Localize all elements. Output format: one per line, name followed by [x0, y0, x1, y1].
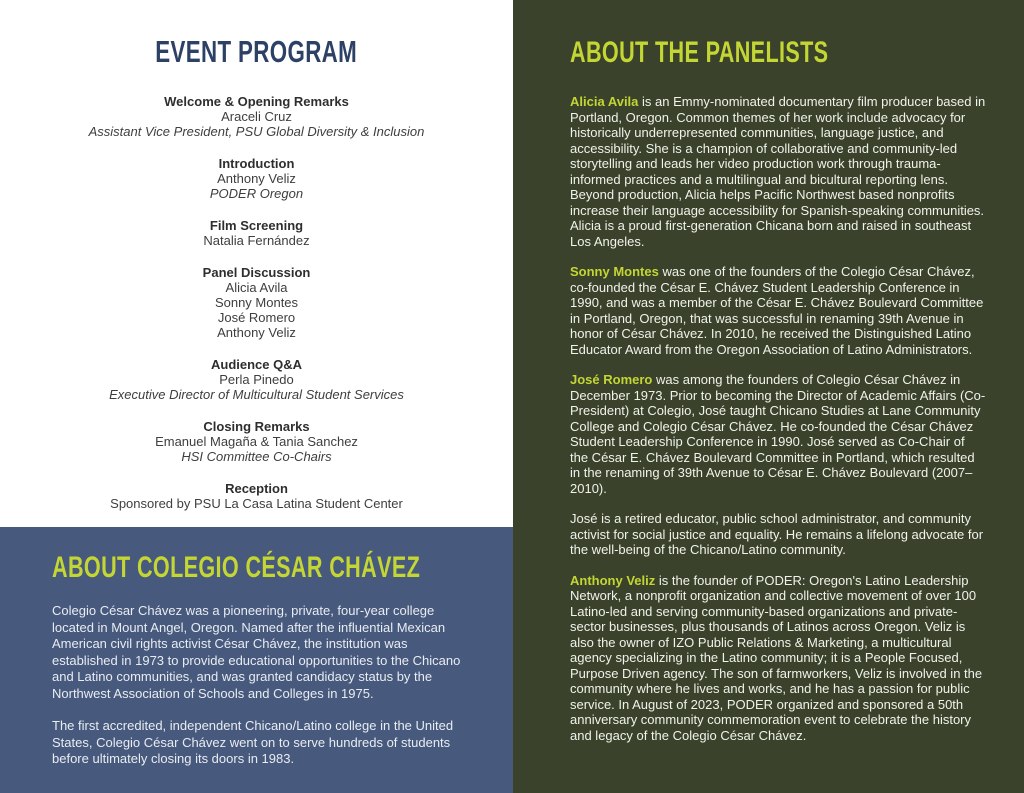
panelists-title: ABOUT THE PANELISTS [570, 36, 829, 69]
program-line: Anthony Veliz [217, 171, 296, 186]
program-item-lines [0, 171, 513, 186]
program-line: Perla Pinedo [219, 372, 294, 387]
program-item-lines [0, 280, 513, 340]
panelists-paragraphs [570, 94, 986, 743]
panelist-paragraph [570, 94, 986, 249]
panelist-text: was among the founders of Colegio César Chávez in December 1973. Prior to becoming the Director of Academic Affairs (Co-President) at Colegio, José taught Chicano Studies at Lane Community College and Colegio César Chávez. He co-founded the César Chávez Student Leadership Conference in 1990. José served as Co-Chair of the César E. Chávez Boulevard Committee in Portland, which resulted in the renaming of 39th Avenue to César E. Chávez Boulevard (2007–2010). [570, 372, 986, 496]
about-college-paragraph: The first accredited, independent Chicano/Latino college in the United States, Colegio César Chávez went on to serve hundreds of students before ultimately closing its doors in 1983. [52, 718, 454, 766]
program-item-title: Panel Discussion [202, 265, 311, 280]
panelist-paragraph [570, 573, 986, 744]
program-line: Emanuel Magaña & Tania Sanchez [155, 434, 358, 449]
program-item [0, 218, 513, 248]
program-item-subtitle: HSI Committee Co-Chairs [181, 449, 332, 464]
program-line: Sonny Montes [214, 295, 299, 310]
panelist-text: is an Emmy-nominated documentary film producer based in Portland, Oregon. Common themes of her work include advocacy for historically underrepresented communities, language justice, and accessibility. She is a champion of collaborative and community-led storytelling and leads her video production work through trauma-informed practices and a multilingual and bicultural reporting lens. Beyond production, Alicia helps Pacific Northwest based nonprofits increase their language accessibility for Spanish-speaking communities. Alicia is a proud first-generation Chicana born and raised in southeast Los Angeles. [570, 94, 986, 249]
program-item-title: Film Screening [209, 218, 304, 233]
event-program-title: EVENT PROGRAM [155, 34, 358, 69]
program-item [0, 357, 513, 402]
program-item [0, 156, 513, 201]
program-item-subtitle: Executive Director of Multicultural Student Services [109, 387, 404, 402]
panelist-text: José is a retired educator, public school administrator, and community activist for social justice and equality. He remains a lifelong advocate for the well-being of the Chicano/Latino community. [570, 511, 984, 557]
program-line: Natalia Fernández [203, 233, 310, 248]
program-item [0, 481, 513, 511]
panelist-name: José Romero [570, 372, 653, 387]
panelist-name: Sonny Montes [570, 264, 659, 279]
about-college-paragraphs [52, 603, 465, 768]
panelist-text: is the founder of PODER: Oregon's Latino Leadership Network, a nonprofit organization and collective movement of over 100 Latino-led and serving community-based organizations and private-sector businesses, plus thousands of Latinos across Oregon. Veliz is also the owner of IZO Public Relations & Marketing, a multicultural agency specializing in the Latino community; it is a People Focused, Purpose Driven agency. The son of farmworkers, Veliz is involved in the community where he lives and works, and he has a passion for public service. In August of 2023, PODER organized and sponsored a 50th anniversary community commemoration event to celebrate the history and legacy of the Colegio César Chávez. [570, 572, 983, 743]
panelist-name: Anthony Veliz [570, 572, 656, 588]
panelists-title-wrap [570, 36, 986, 70]
about-college-title: ABOUT COLEGIO CÉSAR CHÁVEZ [52, 551, 421, 584]
program-item-lines [0, 496, 513, 511]
about-college-section [0, 527, 513, 793]
event-program-section [0, 0, 513, 511]
panelist-paragraph [570, 372, 986, 496]
about-college-title-wrap [52, 551, 465, 585]
program-item-lines [0, 233, 513, 248]
program-item [0, 94, 513, 139]
program-item-subtitle: Assistant Vice President, PSU Global Diversity & Inclusion [88, 124, 425, 139]
program-item [0, 419, 513, 464]
event-program-list [0, 94, 513, 511]
right-column [513, 0, 1024, 793]
program-item-title: Welcome & Opening Remarks [164, 94, 349, 109]
program-item-title: Closing Remarks [203, 419, 310, 434]
about-college-paragraph: Colegio César Chávez was a pioneering, private, four-year college located in Mount Angel, Oregon. Named after the influential Mexican American civil rights activist César Chávez, the institution was established in 1973 to provide educational opportunities to the Chicano and Latino communities, and was granted candidacy status by the Northwest Association of Schools and Colleges in 1975. [52, 603, 461, 701]
program-item-title: Audience Q&A [210, 357, 302, 372]
program-line: Alicia Avila [225, 280, 288, 295]
program-line: Anthony Veliz [217, 325, 296, 340]
program-item-lines [0, 109, 513, 124]
program-line: Sponsored by PSU La Casa Latina Student Center [110, 496, 403, 511]
event-program-title-wrap [0, 34, 513, 70]
program-item-title: Reception [225, 481, 288, 496]
program-line: Araceli Cruz [221, 109, 292, 124]
program-item-lines [0, 434, 513, 449]
program-item-subtitle: PODER Oregon [209, 186, 304, 201]
panelist-paragraph [570, 511, 986, 558]
panelist-paragraph [570, 264, 986, 357]
program-line: José Romero [217, 310, 296, 325]
program-item-title: Introduction [218, 156, 295, 171]
program-item-lines [0, 372, 513, 387]
panelist-text: was one of the founders of the Colegio César Chávez, co-founded the César E. Chávez Student Leadership Conference in 1990, and was a member of the César E. Chávez Boulevard Committee in Portland, Oregon, that was successful in renaming 39th Avenue in honor of César Chávez. In 2010, he received the Distinguished Latino Educator Award from the Oregon Association of Latino Administrators. [570, 264, 984, 357]
program-item [0, 265, 513, 340]
panelist-name: Alicia Avila [570, 94, 639, 109]
